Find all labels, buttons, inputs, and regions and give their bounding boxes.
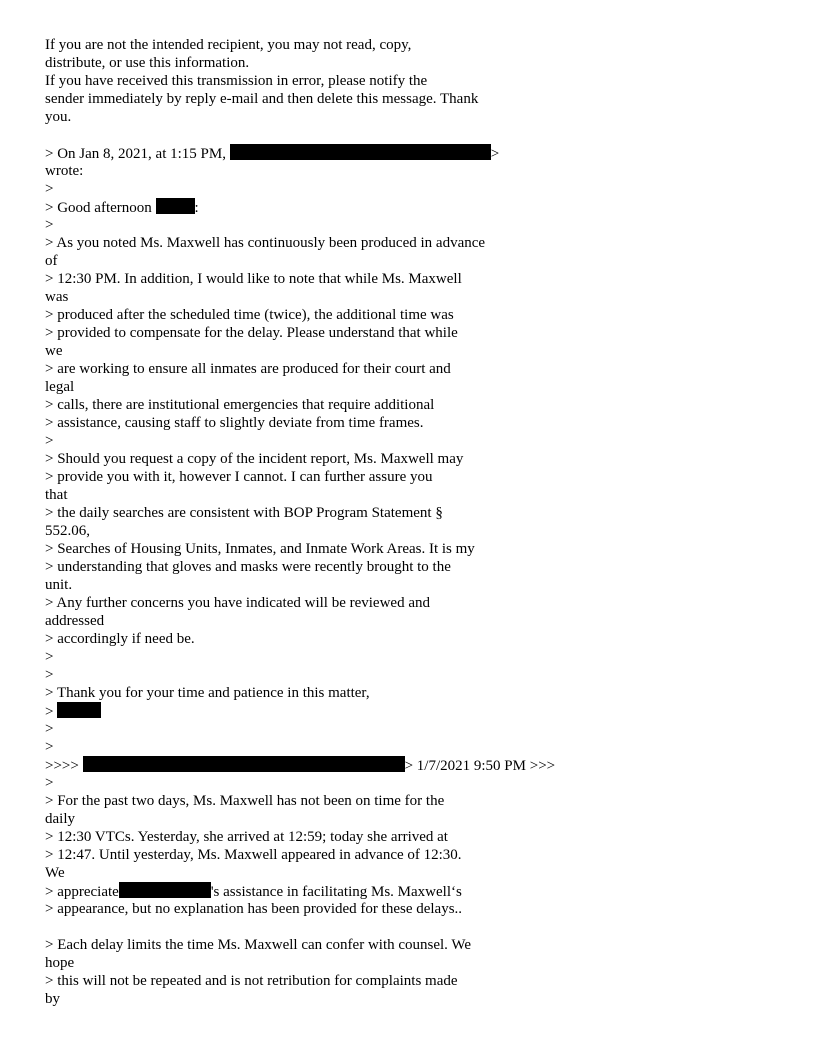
quote-marker: > <box>45 649 54 665</box>
reply-header-prefix: > On Jan 8, 2021, at 1:15 PM, <box>45 146 230 162</box>
text-line: > 12:30 VTCs. Yesterday, she arrived at 12:59; today she arrived at <box>45 829 448 845</box>
text-line: by <box>45 991 60 1007</box>
text-line: distribute, or use this information. <box>45 55 250 71</box>
text-line: > Should you request a copy of the incident report, Ms. Maxwell may <box>45 451 464 467</box>
blank-line <box>45 918 785 936</box>
text-line: > 12:30 PM. In addition, I would like to note that while Ms. Maxwell <box>45 271 462 287</box>
greeting-line <box>45 198 785 216</box>
reply-header-wrote: wrote: <box>45 163 84 179</box>
paragraph <box>45 936 785 1008</box>
text-line: of <box>45 253 58 269</box>
text-line: > 12:47. Until yesterday, Ms. Maxwell appeared in advance of 12:30. <box>45 847 462 863</box>
quote-marker: > <box>45 181 54 197</box>
redaction-box <box>230 144 491 160</box>
text-line: > Searches of Housing Units, Inmates, and Inmate Work Areas. It is my <box>45 541 475 557</box>
appreciate-prefix: > appreciate <box>45 884 119 900</box>
text-line: legal <box>45 379 75 395</box>
text-line: > calls, there are institutional emergencies that require additional <box>45 397 435 413</box>
text-line: > provide you with it, however I cannot. I can further assure you <box>45 469 433 485</box>
text-line: > provided to compensate for the delay. Please understand that while <box>45 325 458 341</box>
text-line: addressed <box>45 613 105 629</box>
quote-marker: > <box>45 217 54 233</box>
text-line: was <box>45 289 69 305</box>
disclaimer <box>45 36 785 126</box>
text-line: > Any further concerns you have indicated will be reviewed and <box>45 595 430 611</box>
quote-marker: > <box>45 775 54 791</box>
forward-header-prefix: >>>> <box>45 758 83 774</box>
redaction-box <box>57 702 101 718</box>
text-line: > produced after the scheduled time (twice), the additional time was <box>45 307 454 323</box>
paragraph <box>45 450 785 648</box>
blank-line <box>45 126 785 144</box>
text-line: sender immediately by reply e-mail and then delete this message. Thank <box>45 91 479 107</box>
quote-marker: > <box>45 433 54 449</box>
text-line: > For the past two days, Ms. Maxwell has not been on time for the <box>45 793 445 809</box>
text-line: you. <box>45 109 72 125</box>
text-line: > assistance, causing staff to slightly deviate from time frames. <box>45 415 424 431</box>
text-line: unit. <box>45 577 73 593</box>
email-body <box>45 36 785 1008</box>
text-line: If you are not the intended recipient, you may not read, copy, <box>45 37 412 53</box>
text-line: that <box>45 487 68 503</box>
redaction-box <box>156 198 195 214</box>
quote-marker: > <box>45 667 54 683</box>
reply-header <box>45 144 785 162</box>
forward-header <box>45 756 785 774</box>
signature-line <box>45 702 785 720</box>
text-line: > this will not be repeated and is not retribution for complaints made <box>45 973 458 989</box>
redaction-box <box>119 882 211 898</box>
appreciate-line <box>45 882 785 900</box>
text-line: If you have received this transmission in error, please notify the <box>45 73 428 89</box>
text-line: > accordingly if need be. <box>45 631 195 647</box>
signature-prefix: > <box>45 704 58 720</box>
paragraph <box>45 234 785 432</box>
forward-header-suffix: > 1/7/2021 9:50 PM >>> <box>404 758 556 774</box>
quote-marker: > <box>45 721 54 737</box>
paragraph <box>45 792 785 918</box>
text-line: hope <box>45 955 75 971</box>
greeting-suffix: : <box>194 200 199 216</box>
appreciate-suffix: 's assistance in facilitating Ms. Maxwell‘s <box>210 884 462 900</box>
text-line: 552.06, <box>45 523 90 539</box>
text-line: > As you noted Ms. Maxwell has continuously been produced in advance <box>45 235 486 251</box>
reply-header-suffix: > <box>490 146 500 162</box>
redaction-box <box>83 756 405 772</box>
text-line: > appearance, but no explanation has been provided for these delays.. <box>45 901 463 917</box>
closing-line: > Thank you for your time and patience in this matter, <box>45 685 370 701</box>
quote-marker: > <box>45 739 54 755</box>
text-line: daily <box>45 811 75 827</box>
greeting-prefix: > Good afternoon <box>45 200 156 216</box>
text-line: > understanding that gloves and masks were recently brought to the <box>45 559 451 575</box>
text-line: > Each delay limits the time Ms. Maxwell can confer with counsel. We <box>45 937 472 953</box>
text-line: we <box>45 343 63 359</box>
text-line: > are working to ensure all inmates are produced for their court and <box>45 361 451 377</box>
text-line: > the daily searches are consistent with BOP Program Statement § <box>45 505 443 521</box>
text-line: We <box>45 865 65 881</box>
